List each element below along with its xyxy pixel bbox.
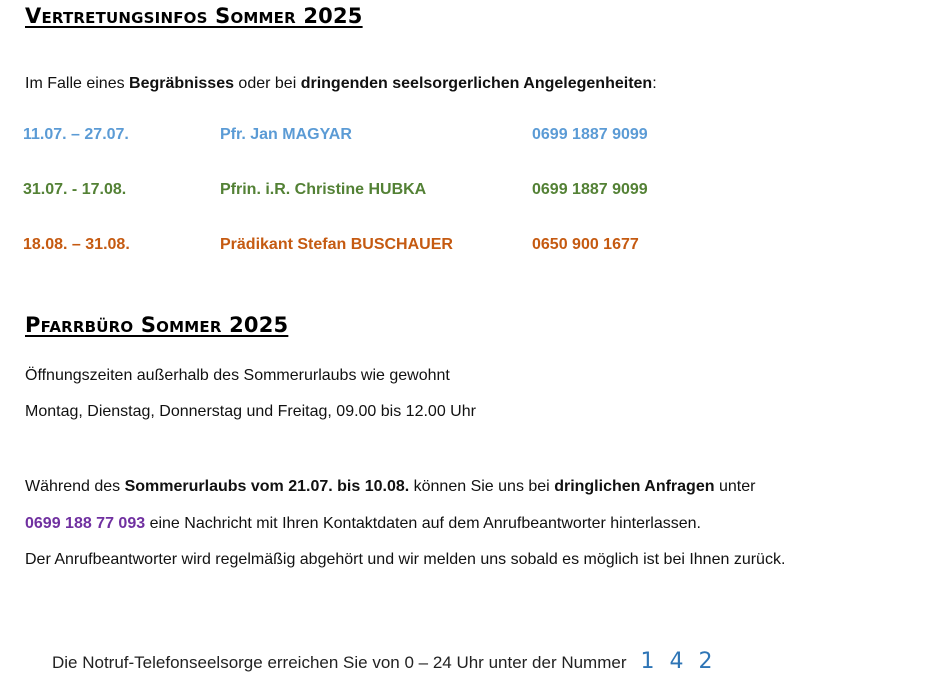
dates: 31.07. - 17.08. xyxy=(23,181,127,198)
person-name: Pfrin. i.R. Christine HUBKA xyxy=(220,181,427,198)
intro-text xyxy=(25,74,657,94)
opening-hours-days: Montag, Dienstag, Donnerstag und Freitag, 09.00 bis 12.00 Uhr xyxy=(25,403,476,420)
intro-bold-begraebnisses: Begräbnisses xyxy=(129,75,234,92)
footer-text: Die Notruf-Telefonseelsorge erreichen Sie von 0 – 24 Uhr unter der Nummer xyxy=(52,653,627,672)
heading-vertretungsinfos: Vertretungsinfos Sommer 2025 xyxy=(25,4,363,28)
vacation-paragraph-line1 xyxy=(25,477,755,497)
office-phone-number: 0699 188 77 093 xyxy=(25,515,146,532)
heading-pfarrbuero: Pfarrbüro Sommer 2025 xyxy=(25,313,289,337)
person-name: Prädikant Stefan BUSCHAUER xyxy=(220,236,453,253)
para-bold-sommerurlaub: Sommerurlaubs vom 21.07. bis 10.08. xyxy=(124,478,410,495)
vacation-paragraph-line2 xyxy=(25,514,701,534)
intro-part1: Im Falle eines xyxy=(25,75,130,92)
dates: 18.08. – 31.08. xyxy=(23,236,130,253)
para-part2: können Sie uns bei xyxy=(409,478,555,495)
person-name: Pfr. Jan MAGYAR xyxy=(220,126,352,143)
opening-hours-note: Öffnungszeiten außerhalb des Sommerurlaubs wie gewohnt xyxy=(25,367,450,384)
dates: 11.07. – 27.07. xyxy=(23,126,129,143)
para-bold-anfragen: dringlichen Anfragen xyxy=(554,478,715,495)
para-part4: eine Nachricht mit Ihren Kontaktdaten auf dem Anrufbeantworter hinterlassen. xyxy=(145,515,701,532)
para-part3: unter xyxy=(714,478,756,495)
footer-notruf xyxy=(52,649,716,674)
vacation-paragraph-line3: Der Anrufbeantworter wird regelmäßig abgehört und wir melden uns sobald es möglich ist bei Ihnen zurück. xyxy=(25,551,786,568)
phone-number: 0650 900 1677 xyxy=(532,236,639,253)
para-part1: Während des xyxy=(25,478,125,495)
intro-bold-angelegenheiten: dringenden seelsorgerlichen Angelegenheiten xyxy=(300,75,653,92)
intro-part2: oder bei xyxy=(233,75,301,92)
phone-number: 0699 1887 9099 xyxy=(532,181,648,198)
phone-number: 0699 1887 9099 xyxy=(532,126,648,143)
intro-part3: : xyxy=(652,75,657,92)
footer-emergency-number: 1 4 2 xyxy=(640,649,717,674)
